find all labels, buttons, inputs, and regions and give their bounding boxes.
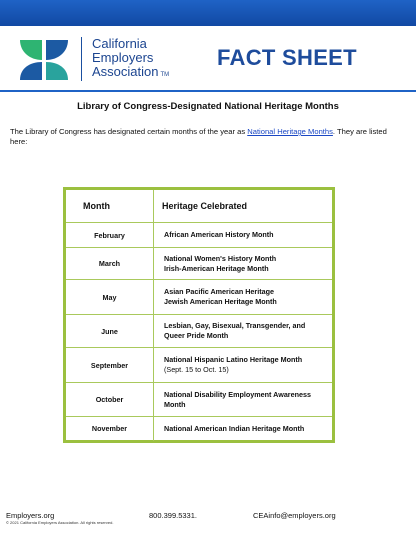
cea-logo-icon [18, 38, 70, 82]
month-cell: February [66, 223, 154, 248]
month-cell: November [66, 417, 154, 441]
table-row [66, 280, 332, 315]
document-heading: Library of Congress-Designated National Heritage Months [77, 101, 339, 112]
trademark-mark: TM [160, 72, 170, 78]
footer-email: CEAinfo@employers.org [253, 511, 336, 520]
month-cell: October [66, 383, 154, 417]
month-cell: May [66, 280, 154, 315]
heritage-cell: National Hispanic Latino Heritage Month (Sept. 15 to Oct. 15) [154, 348, 333, 383]
table-row [66, 315, 332, 348]
header-divider [0, 90, 416, 92]
table-row [66, 383, 332, 417]
org-name-line: Association TM [92, 64, 170, 79]
heritage-cell: Asian Pacific American Heritage Jewish American Heritage Month [154, 280, 333, 315]
heritage-cell: National Disability Employment Awareness Month [154, 383, 333, 417]
logo-divider [81, 37, 82, 81]
table-row [66, 417, 332, 441]
month-cell: June [66, 315, 154, 348]
top-color-bar [0, 0, 416, 26]
heritage-cell: African American History Month [154, 223, 333, 248]
heritage-cell: National American Indian Heritage Month [164, 423, 305, 433]
heritage-cell: National Women's History Month Irish-American Heritage Month [154, 248, 333, 280]
heritage-cell: Lesbian, Gay, Bisexual, Transgender, and Queer Pride Month [154, 315, 333, 348]
fact-sheet-title: FACT SHEET [217, 45, 357, 70]
intro-paragraph: The Library of Congress has designated certain months of the year as National Heritage Months. They are listed here: [10, 127, 387, 146]
footer-copyright: © 2021 California Employers Association. All rights reserved. [6, 520, 114, 525]
table-header-row [66, 190, 332, 223]
month-cell: March [66, 248, 154, 280]
footer-website: Employers.org [6, 511, 55, 520]
table-row [66, 223, 332, 248]
org-name [92, 37, 169, 82]
footer-phone: 800.399.5331. [149, 511, 197, 520]
heritage-months-link[interactable]: National Heritage Months [247, 127, 333, 136]
column-header-month: Month [66, 190, 154, 223]
org-name-line: California [92, 36, 147, 51]
month-cell: September [66, 348, 154, 383]
heritage-months-table [63, 187, 335, 443]
org-name-line: Employers [92, 50, 154, 65]
table-row [66, 348, 332, 383]
column-header-heritage: Heritage Celebrated [154, 190, 333, 223]
table-row [66, 248, 332, 280]
